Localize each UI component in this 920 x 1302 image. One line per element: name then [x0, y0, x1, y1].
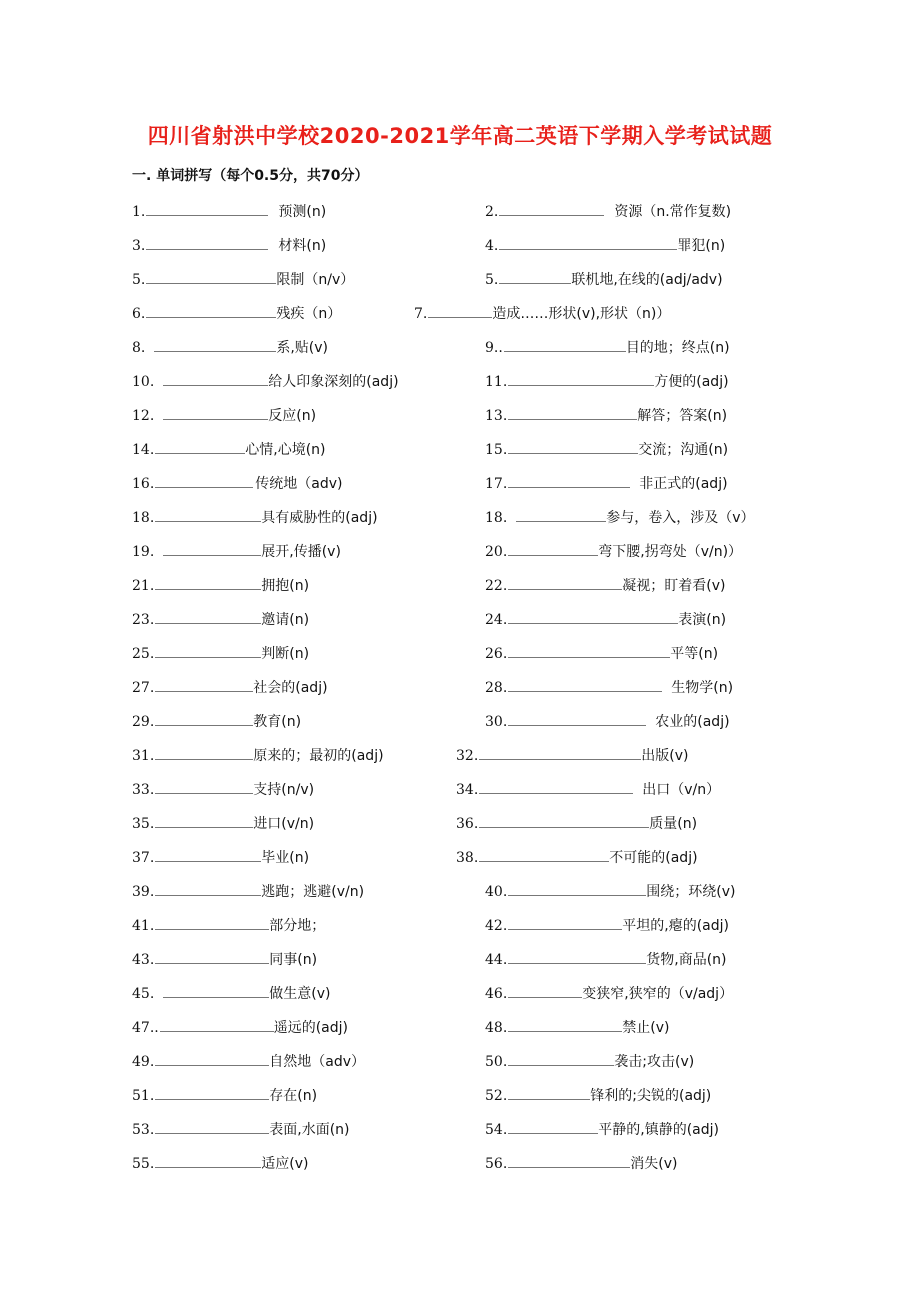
- item-meaning: 袭击;攻击(v): [614, 1054, 695, 1070]
- vocab-item: [132, 1016, 348, 1038]
- vocab-item: [485, 200, 731, 222]
- item-number: 14.: [132, 442, 155, 458]
- item-meaning: 做生意(v): [269, 986, 331, 1002]
- vocab-item: [485, 982, 733, 1004]
- answer-blank[interactable]: [146, 234, 268, 250]
- item-meaning: 资源（n.常作复数): [614, 204, 732, 220]
- vocab-item: [132, 302, 341, 324]
- vocab-item: [414, 302, 670, 324]
- item-number: 32.: [456, 748, 479, 764]
- item-number: 42.: [485, 918, 508, 934]
- vocab-item: [485, 1016, 669, 1038]
- item-meaning: 生物学(n): [671, 680, 734, 696]
- item-number: 30.: [485, 714, 508, 730]
- item-meaning: 反应(n): [268, 408, 317, 424]
- answer-blank[interactable]: [516, 506, 606, 522]
- item-meaning: 材料(n): [278, 238, 327, 254]
- vocab-item: [485, 642, 718, 664]
- item-meaning: 造成……形状(v),形状（n)）: [492, 306, 671, 322]
- answer-blank[interactable]: [155, 574, 261, 590]
- answer-blank[interactable]: [155, 880, 261, 896]
- answer-blank[interactable]: [508, 1084, 590, 1100]
- item-number: 25.: [132, 646, 155, 662]
- answer-blank[interactable]: [155, 506, 261, 522]
- vocab-item: [132, 200, 326, 222]
- answer-blank[interactable]: [155, 676, 253, 692]
- page-title: 四川省射洪中学校2020-2021学年高二英语下学期入学考试试题: [147, 124, 773, 148]
- item-meaning: 存在(n): [269, 1088, 318, 1104]
- vocab-item: [485, 608, 726, 630]
- vocab-item: [485, 540, 742, 562]
- answer-blank[interactable]: [508, 982, 582, 998]
- item-number: 3.: [132, 238, 146, 254]
- vocab-item: [485, 438, 728, 460]
- vocab-item: [132, 1152, 308, 1174]
- vocab-item: [132, 710, 301, 732]
- answer-blank[interactable]: [155, 438, 245, 454]
- vocab-item: [485, 506, 755, 528]
- vocab-item: [132, 1118, 350, 1140]
- vocab-item: [132, 982, 330, 1004]
- vocab-item: [132, 506, 378, 528]
- vocab-item: [485, 472, 728, 494]
- vocab-item: [132, 846, 309, 868]
- item-meaning: 限制（n/v）: [276, 272, 355, 288]
- answer-blank[interactable]: [155, 1084, 269, 1100]
- answer-blank[interactable]: [428, 302, 492, 318]
- vocab-item: [132, 676, 328, 698]
- answer-blank[interactable]: [508, 1050, 614, 1066]
- item-number: 26.: [485, 646, 508, 662]
- answer-blank[interactable]: [508, 642, 670, 658]
- item-meaning: 毕业(n): [261, 850, 310, 866]
- item-meaning: 系,贴(v): [276, 340, 329, 356]
- item-meaning: 遥远的(adj): [273, 1020, 348, 1036]
- item-meaning: 锋利的;尖锐的(adj): [590, 1088, 712, 1104]
- answer-blank[interactable]: [508, 880, 646, 896]
- item-meaning: 交流；沟通(n): [638, 442, 729, 458]
- item-meaning: 出版(v): [641, 748, 689, 764]
- answer-blank[interactable]: [155, 948, 269, 964]
- answer-blank[interactable]: [163, 404, 268, 420]
- vocab-item: [456, 812, 697, 834]
- answer-blank[interactable]: [155, 608, 261, 624]
- answer-blank[interactable]: [155, 1118, 269, 1134]
- vocab-item: [485, 574, 725, 596]
- vocab-item: [132, 914, 325, 936]
- answer-blank[interactable]: [508, 370, 654, 386]
- item-number: 33.: [132, 782, 155, 798]
- item-number: 34.: [456, 782, 479, 798]
- vocab-item: [485, 404, 727, 426]
- item-number: 37.: [132, 850, 155, 866]
- item-number: 48.: [485, 1020, 508, 1036]
- item-number: 27.: [132, 680, 155, 696]
- answer-blank[interactable]: [479, 744, 641, 760]
- item-meaning: 平坦的,瘪的(adj): [622, 918, 729, 934]
- item-meaning: 部分地；: [269, 918, 326, 934]
- item-number: 9..: [485, 340, 503, 356]
- vocab-item: [485, 1152, 677, 1174]
- vocab-item: [132, 438, 326, 460]
- item-meaning: 心情,心境(n): [245, 442, 326, 458]
- item-meaning: 出口（v/n）: [642, 782, 721, 798]
- item-number: 46.: [485, 986, 508, 1002]
- item-number: 19.: [132, 544, 155, 560]
- answer-blank[interactable]: [155, 710, 253, 726]
- vocab-item: [485, 370, 729, 392]
- item-meaning: 平等(n): [670, 646, 719, 662]
- item-meaning: 邀请(n): [261, 612, 310, 628]
- answer-blank[interactable]: [479, 846, 609, 862]
- vocab-item: [132, 880, 364, 902]
- vocab-item: [485, 1050, 694, 1072]
- vocab-item: [485, 914, 729, 936]
- item-number: 18.: [132, 510, 155, 526]
- item-number: 11.: [485, 374, 508, 390]
- item-meaning: 非正式的(adj): [639, 476, 728, 492]
- item-number: 18.: [485, 510, 508, 526]
- item-meaning: 自然地（adv）: [269, 1054, 366, 1070]
- answer-blank[interactable]: [163, 540, 261, 556]
- item-number: 31.: [132, 748, 155, 764]
- answer-blank[interactable]: [508, 438, 638, 454]
- answer-blank[interactable]: [508, 1152, 630, 1168]
- item-number: 13.: [485, 408, 508, 424]
- item-meaning: 同事(n): [269, 952, 318, 968]
- item-meaning: 联机地,在线的(adj/adv): [571, 272, 723, 288]
- item-meaning: 货物,商品(n): [646, 952, 727, 968]
- vocab-item: [132, 1084, 317, 1106]
- answer-blank[interactable]: [508, 608, 678, 624]
- vocab-item: [456, 778, 720, 800]
- vocab-item: [132, 540, 341, 562]
- vocab-item: [132, 1050, 365, 1072]
- answer-blank[interactable]: [504, 336, 626, 352]
- vocab-item: [132, 812, 314, 834]
- vocab-item: [132, 336, 328, 358]
- item-meaning: 给人印象深刻的(adj): [268, 374, 399, 390]
- item-meaning: 参与，卷入，涉及（v）: [606, 510, 755, 526]
- answer-blank[interactable]: [508, 676, 662, 692]
- answer-blank[interactable]: [155, 1152, 261, 1168]
- vocab-item: [132, 234, 326, 256]
- answer-blank[interactable]: [160, 1016, 274, 1032]
- item-meaning: 适应(v): [261, 1156, 309, 1172]
- answer-blank[interactable]: [155, 812, 253, 828]
- vocab-item: [132, 778, 314, 800]
- item-number: 29.: [132, 714, 155, 730]
- item-number: 28.: [485, 680, 508, 696]
- item-meaning: 具有威胁性的(adj): [261, 510, 378, 526]
- item-number: 7.: [414, 306, 428, 322]
- vocab-item: [132, 608, 309, 630]
- answer-blank[interactable]: [479, 812, 649, 828]
- item-meaning: 农业的(adj): [655, 714, 730, 730]
- vocab-item: [132, 370, 399, 392]
- answer-blank[interactable]: [508, 574, 622, 590]
- item-meaning: 解答；答案(n): [637, 408, 728, 424]
- answer-blank[interactable]: [508, 710, 646, 726]
- vocab-item: [456, 744, 688, 766]
- vocab-item: [132, 948, 317, 970]
- vocab-item: [456, 846, 698, 868]
- item-meaning: 方便的(adj): [654, 374, 729, 390]
- item-meaning: 传统地（adv): [255, 476, 343, 492]
- item-meaning: 判断(n): [261, 646, 310, 662]
- item-meaning: 教育(n): [253, 714, 302, 730]
- item-number: 1.: [132, 204, 146, 220]
- item-number: 38.: [456, 850, 479, 866]
- item-number: 12.: [132, 408, 155, 424]
- vocab-item: [485, 948, 727, 970]
- item-number: 41.: [132, 918, 155, 934]
- item-number: 17.: [485, 476, 508, 492]
- item-meaning: 质量(n): [649, 816, 698, 832]
- item-number: 22.: [485, 578, 508, 594]
- item-number: 45.: [132, 986, 155, 1002]
- answer-blank[interactable]: [155, 778, 253, 794]
- answer-blank[interactable]: [146, 302, 276, 318]
- item-number: 4.: [485, 238, 499, 254]
- answer-blank[interactable]: [508, 948, 646, 964]
- answer-blank[interactable]: [508, 1016, 622, 1032]
- answer-blank[interactable]: [155, 744, 253, 760]
- item-number: 36.: [456, 816, 479, 832]
- item-meaning: 表面,水面(n): [269, 1122, 350, 1138]
- answer-blank[interactable]: [508, 914, 622, 930]
- answer-blank[interactable]: [508, 404, 637, 420]
- item-number: 56.: [485, 1156, 508, 1172]
- item-number: 23.: [132, 612, 155, 628]
- answer-blank[interactable]: [154, 336, 276, 352]
- section-heading: 一. 单词拼写（每个0.5分，共70分）: [132, 168, 369, 184]
- vocab-item: [485, 336, 730, 358]
- item-number: 44.: [485, 952, 508, 968]
- item-meaning: 拥抱(n): [261, 578, 310, 594]
- answer-blank[interactable]: [508, 472, 630, 488]
- vocab-item: [132, 472, 342, 494]
- item-number: 10.: [132, 374, 155, 390]
- answer-blank[interactable]: [479, 778, 633, 794]
- vocab-item: [132, 268, 354, 290]
- item-number: 15.: [485, 442, 508, 458]
- item-meaning: 弯下腰,拐弯处（v/n)）: [598, 544, 743, 560]
- vocab-item: [485, 1118, 719, 1140]
- item-number: 50.: [485, 1054, 508, 1070]
- answer-blank[interactable]: [155, 914, 269, 930]
- answer-blank[interactable]: [508, 540, 598, 556]
- vocab-item: [132, 574, 309, 596]
- answer-blank[interactable]: [508, 1118, 598, 1134]
- answer-blank[interactable]: [155, 846, 261, 862]
- answer-blank[interactable]: [499, 268, 571, 284]
- item-meaning: 表演(n): [678, 612, 727, 628]
- answer-blank[interactable]: [155, 642, 261, 658]
- item-meaning: 预测(n): [278, 204, 327, 220]
- item-meaning: 消失(v): [630, 1156, 678, 1172]
- item-meaning: 围绕；环绕(v): [646, 884, 736, 900]
- item-number: 55.: [132, 1156, 155, 1172]
- item-number: 6.: [132, 306, 146, 322]
- item-number: 8.: [132, 340, 146, 356]
- item-number: 51.: [132, 1088, 155, 1104]
- item-meaning: 支持(n/v): [253, 782, 315, 798]
- item-number: 52.: [485, 1088, 508, 1104]
- item-meaning: 进口(v/n): [253, 816, 315, 832]
- vocab-item: [485, 676, 733, 698]
- item-number: 40.: [485, 884, 508, 900]
- vocab-item: [485, 268, 723, 290]
- vocab-item: [132, 744, 384, 766]
- item-number: 54.: [485, 1122, 508, 1138]
- item-number: 24.: [485, 612, 508, 628]
- item-number: 5.: [132, 272, 146, 288]
- item-number: 21.: [132, 578, 155, 594]
- item-meaning: 平静的,镇静的(adj): [598, 1122, 719, 1138]
- item-meaning: 禁止(v): [622, 1020, 670, 1036]
- vocab-item: [485, 1084, 711, 1106]
- item-meaning: 原来的；最初的(adj): [253, 748, 384, 764]
- answer-blank[interactable]: [499, 234, 677, 250]
- item-meaning: 变狭窄,狭窄的（v/adj）: [582, 986, 734, 1002]
- item-number: 20.: [485, 544, 508, 560]
- answer-blank[interactable]: [146, 200, 268, 216]
- item-number: 53.: [132, 1122, 155, 1138]
- answer-blank[interactable]: [146, 268, 276, 284]
- item-number: 35.: [132, 816, 155, 832]
- vocab-item: [485, 880, 735, 902]
- vocab-item: [132, 642, 309, 664]
- item-meaning: 目的地；终点(n): [625, 340, 730, 356]
- item-number: 2.: [485, 204, 499, 220]
- item-number: 39.: [132, 884, 155, 900]
- item-meaning: 不可能的(adj): [609, 850, 698, 866]
- item-meaning: 残疾（n）: [276, 306, 342, 322]
- answer-blank[interactable]: [163, 982, 269, 998]
- answer-blank[interactable]: [499, 200, 604, 216]
- item-meaning: 逃跑；逃避(v/n): [261, 884, 365, 900]
- vocab-item: [485, 234, 725, 256]
- answer-blank[interactable]: [163, 370, 268, 386]
- item-number: 16.: [132, 476, 155, 492]
- item-number: 5.: [485, 272, 499, 288]
- answer-blank[interactable]: [155, 1050, 269, 1066]
- item-meaning: 社会的(adj): [253, 680, 328, 696]
- item-meaning: 展开,传播(v): [261, 544, 341, 560]
- vocab-item: [485, 710, 730, 732]
- item-meaning: 凝视；盯着看(v): [622, 578, 726, 594]
- item-number: 43.: [132, 952, 155, 968]
- item-meaning: 罪犯(n): [677, 238, 726, 254]
- item-number: 49.: [132, 1054, 155, 1070]
- answer-blank[interactable]: [155, 472, 253, 488]
- vocab-item: [132, 404, 316, 426]
- item-number: 47..: [132, 1020, 159, 1036]
